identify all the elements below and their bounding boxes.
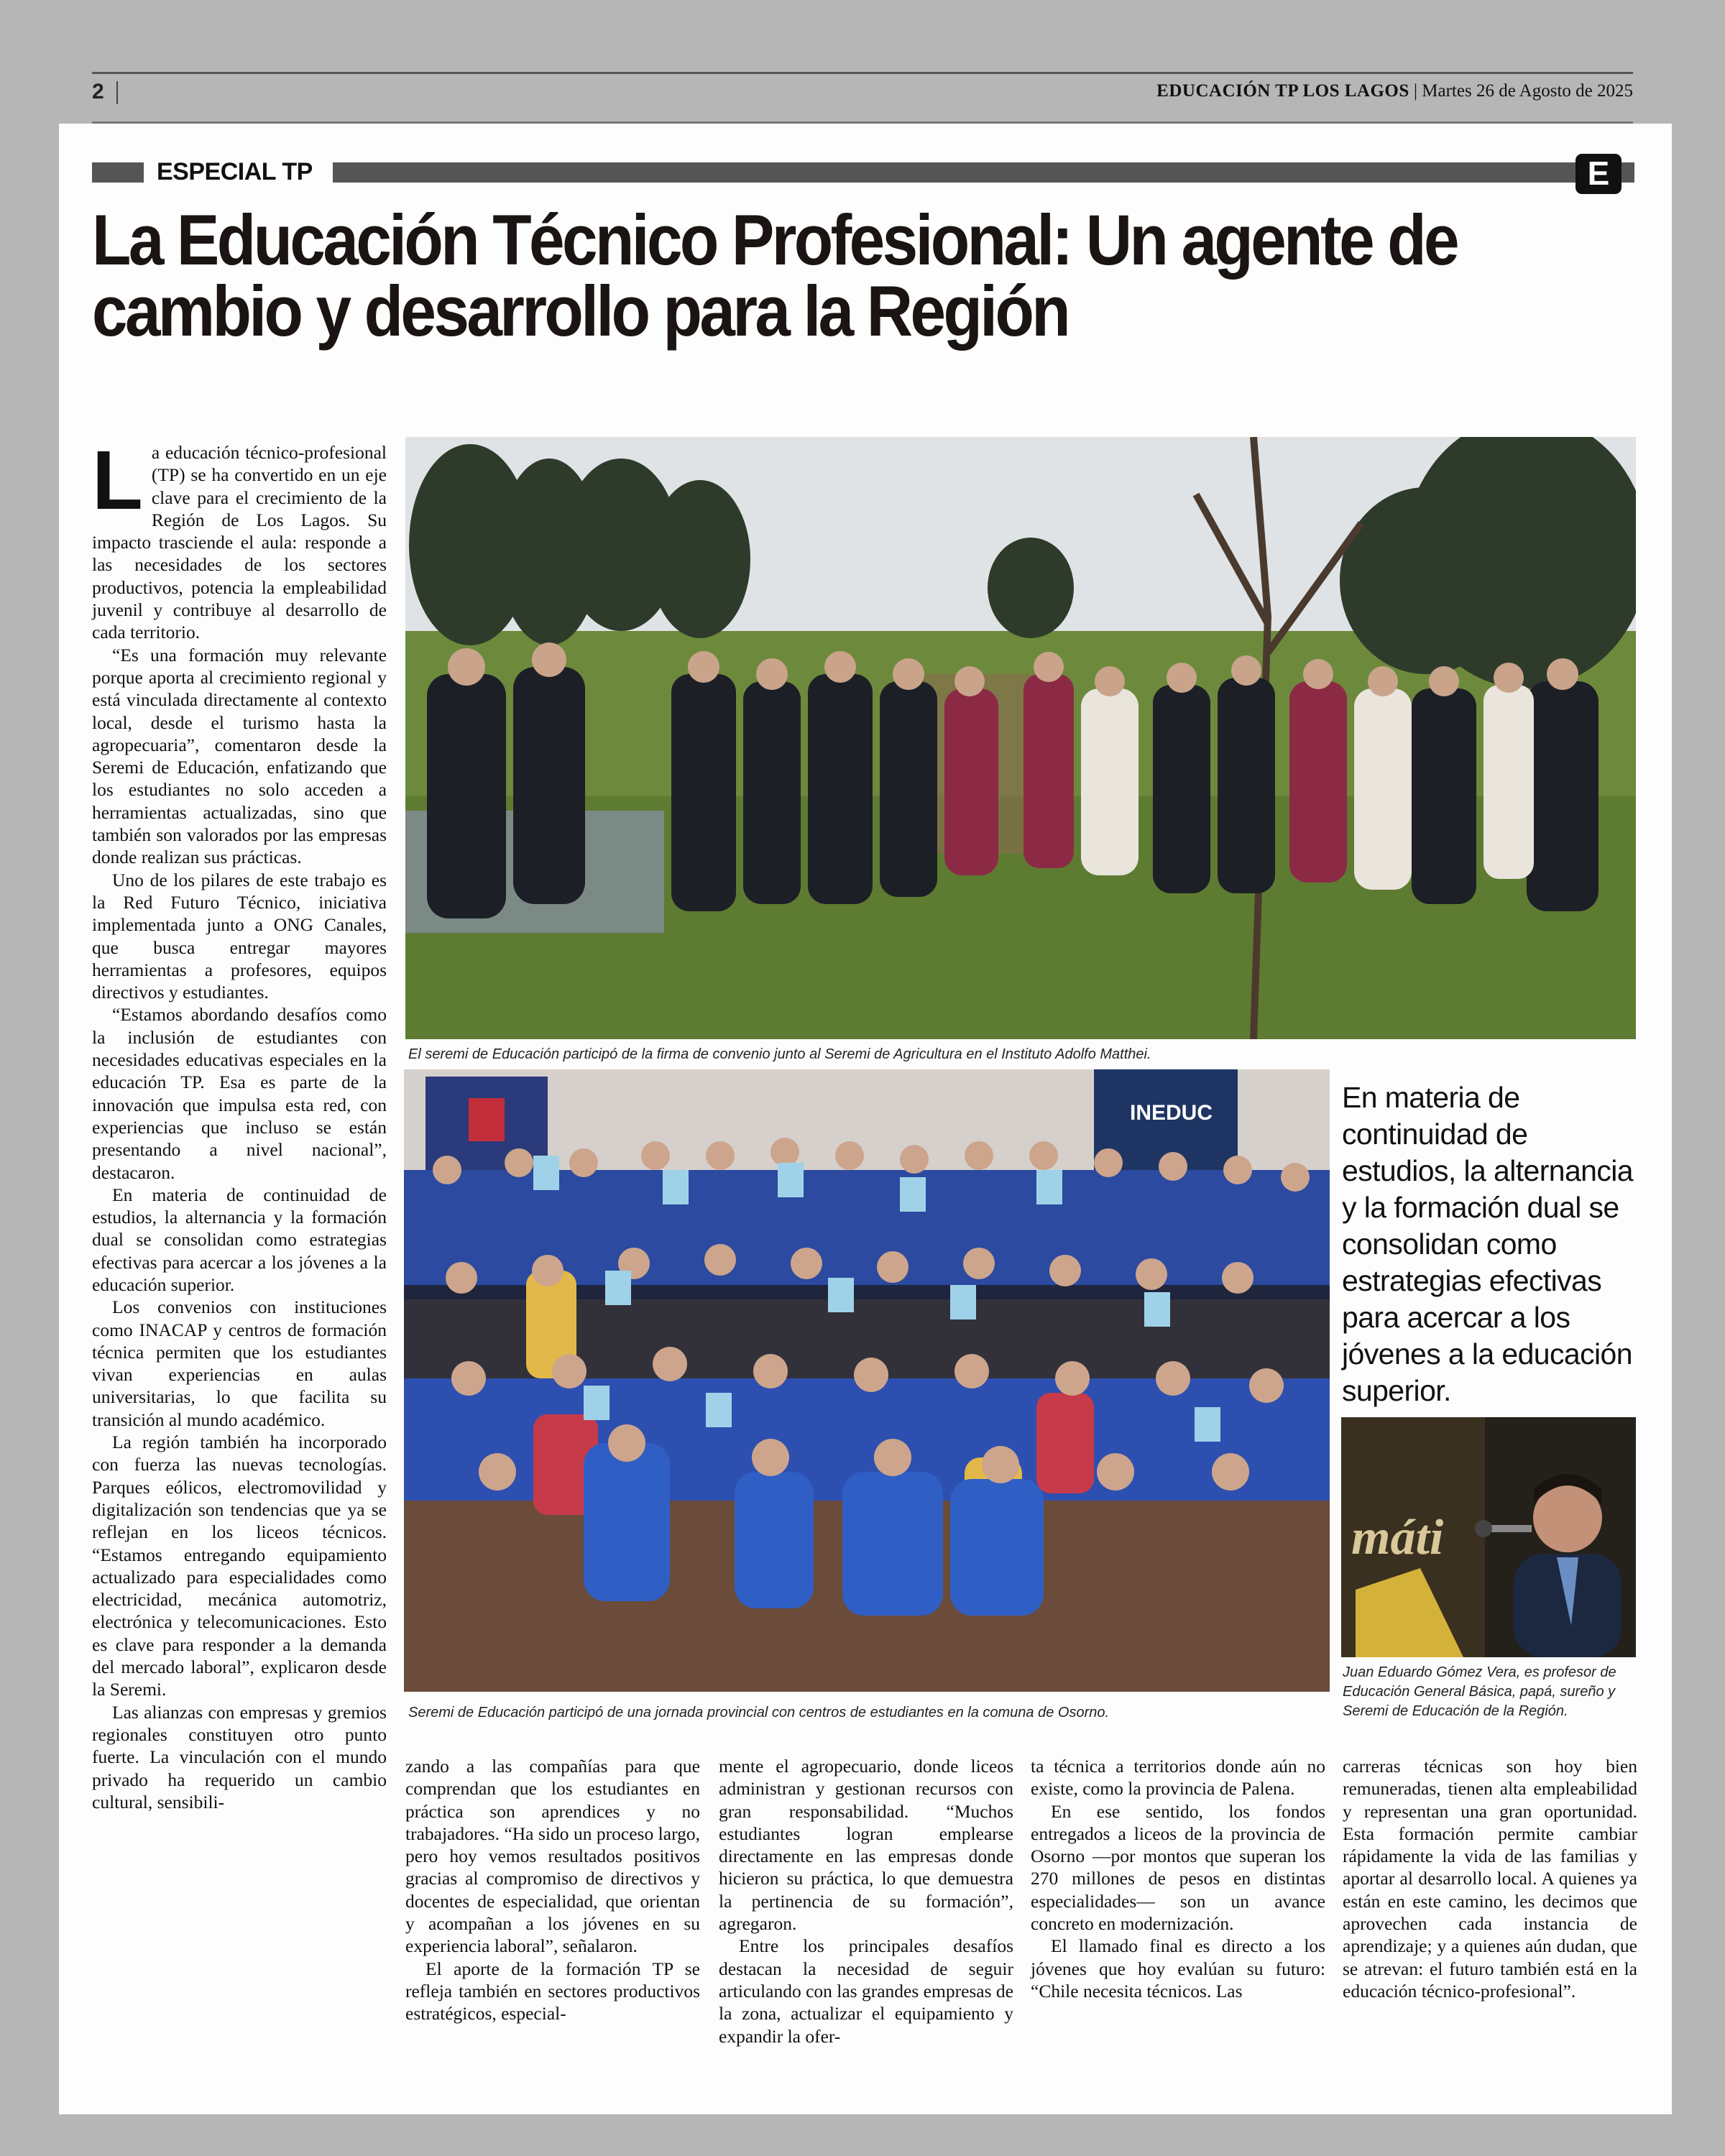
section-bar-right-rule — [333, 162, 1634, 183]
masthead — [1156, 81, 1633, 101]
article-column-4 — [1031, 1755, 1325, 2002]
paragraph: “Es una formación muy relevante porque aporta al crecimiento regional y está vinculada directamente al contexto local, desde el turismo hasta la agropecuaria”, comentaron desde la Seremi de Educación, enfatizando que los estudiantes no solo acceden a herramientas actualizadas, sino que también son valorados por las empresas donde realizan sus prácticas. — [92, 644, 387, 868]
paragraph: Los convenios con instituciones como INACAP y centros de formación técnica permiten que los estudiantes vivan experiencias en aulas universitarias, lo que facilita su transición al mundo académico. — [92, 1296, 387, 1430]
publication-logo: E — [1576, 154, 1622, 194]
paragraph: carreras técnicas son hoy bien remuneradas, tienen alta empleabilidad y representan una gran oportunidad. Esta formación permite cambiar rápidamente la vida de las familias y aportar al desarrollo local. A quienes ya están en este camino, les decimos que aprovechen cada instancia de aprendizaje; y a quienes aún dudan, que se atrevan: el futuro también está en la educación técnico-profesional”. — [1343, 1756, 1637, 2001]
paragraph: En ese sentido, los fondos entregados a liceos de la provincia de Osorno —por montos que superan los 270 millones de pesos en distintas especialidades— son un avance concreto en modernización. — [1031, 1800, 1325, 1935]
publication-name: EDUCACIÓN TP LOS LAGOS — [1156, 81, 1409, 101]
photo-seremi-portrait — [1341, 1417, 1636, 1657]
drop-cap: L — [92, 433, 143, 527]
paragraph: zando a las compañías para que comprendan que los estudiantes en práctica son aprendices y no trabajadores. “Ha sido un proceso largo, pero hoy vemos resultados positivos gracias al compromiso de directivos y docentes de especialidad, que orientan y acompañan a los jóvenes en su experiencia laboral”, señalaron. — [405, 1756, 700, 1957]
pull-quote: En materia de continuidad de estudios, la alternancia y la formación dual se consolidan como estrategias efectivas para acercar a los jóvenes a la educación superior. — [1342, 1081, 1633, 1407]
article-column-3 — [719, 1755, 1013, 2047]
article-column-2 — [405, 1755, 700, 2025]
paragraph: El aporte de la formación TP se refleja también en sectores productivos estratégicos, especial- — [405, 1958, 700, 2024]
section-label: ESPECIAL TP — [157, 158, 313, 185]
publication-date: Martes 26 de Agosto de 2025 — [1422, 81, 1633, 101]
backdrop-text: máti — [1351, 1510, 1444, 1565]
paragraph: Entre los principales desafíos destacan la necesidad de seguir articulando con las grandes empresas de la zona, actualizar el equipamiento y expandir la ofer- — [719, 1935, 1013, 2047]
banner-text: INEDUC — [1130, 1101, 1213, 1125]
paragraph: Las alianzas con empresas y gremios regionales constituyen otro punto fuerte. La vinculación con el mundo privado ha requerido un cambio cultural, sensibili- — [92, 1701, 387, 1812]
newspaper-page — [59, 124, 1672, 2114]
article-column-1 — [92, 433, 387, 1813]
paragraph: En materia de continuidad de estudios, la alternancia y la formación dual se consolidan como estrategias efectivas para acercar a los jóvenes a la educación superior. — [92, 1184, 387, 1295]
page-header — [92, 72, 1633, 124]
paragraph: Uno de los pilares de este trabajo es la Red Futuro Técnico, iniciativa implementada junto a ONG Canales, que busca entregar mayores herramientas a profesores, equipos directivos y estudiantes. — [92, 869, 387, 1003]
divider — [116, 81, 118, 104]
paragraph: mente el agropecuario, donde liceos administran y gestionan recursos con gran responsabilidad. “Muchos estudiantes logran emplearse directamente en las empresas donde hicieron su práctica, lo que demuestra la pertinencia de su formación”, agregaron. — [719, 1756, 1013, 1935]
photo-group-outdoors — [405, 437, 1636, 1039]
photo-student-assembly — [404, 1069, 1330, 1692]
section-bar — [92, 155, 1634, 192]
paragraph: El llamado final es directo a los jóvenes que hoy evalúan su futuro: “Chile necesita técnicos. Las — [1031, 1935, 1325, 2001]
paragraph: “Estamos abordando desafíos como la inclusión de estudiantes con necesidades educativas especiales en la educación TP. Esa es parte de la innovación que impulsa esta red, con experiencias que incluso se están presentando a nivel nacional”, destacaron. — [92, 1004, 387, 1183]
photo-caption: El seremi de Educación participó de la firma de convenio junto al Seremi de Agricultura en el Instituto Adolfo Matthei. — [408, 1046, 1151, 1062]
photo-caption: Seremi de Educación participó de una jornada provincial con centros de estudiantes en la comuna de Osorno. — [408, 1705, 1110, 1720]
headline: La Educación Técnico Profesional: Un agente de cambio y desarrollo para la Región — [92, 200, 1457, 351]
paragraph: ta técnica a territorios donde aún no existe, como la provincia de Palena. — [1031, 1756, 1325, 1800]
divider: | — [1414, 81, 1422, 101]
section-bar-left-rule — [92, 162, 144, 183]
paragraph: a educación técnico-profesional (TP) se ha convertido en un eje clave para el crecimiento de la Región de Los Lagos. Su impacto trasciende el aula: responde a las necesidades de los sectores productivos, potencia la empleabilidad juvenil y contribuye al desarrollo de cada territorio. — [92, 442, 387, 643]
paragraph: La región también ha incorporado con fuerza las nuevas tecnologías. Parques eólicos, electromovilidad y digitalización son tendencias que ya se reflejan en los liceos técnicos. “Estamos entregando equipamiento actualizado para especialidades como electricidad, mecánica automotriz, electrónica y telecomunicaciones. Esto es clave para responder a la demanda del mercado laboral”, explicaron desde la Seremi. — [92, 1432, 387, 1700]
article-column-5 — [1343, 1755, 1637, 2002]
photo-caption: Juan Eduardo Gómez Vera, es profesor de Educación General Básica, papá, sureño y Seremi de Educación de la Región. — [1343, 1664, 1616, 1719]
page-number: 2 — [92, 80, 104, 103]
